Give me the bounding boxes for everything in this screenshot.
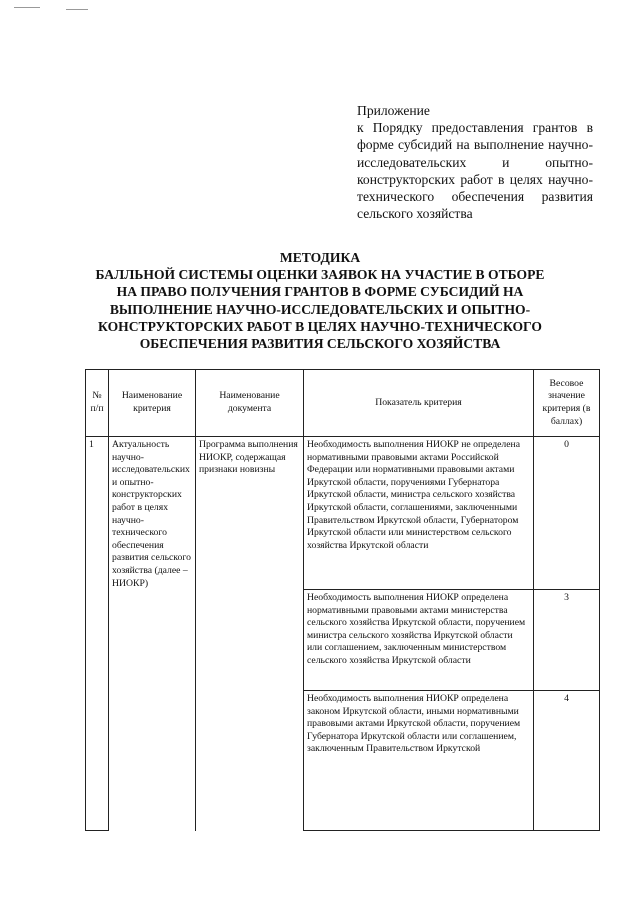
document-cell: Программа выполнения НИОКР, содержащая признаки новизны [196,437,304,831]
header-document: Наименование документа [196,370,304,437]
scan-artifact-right [66,9,88,10]
header-num: № п/п [86,370,109,437]
document-title [60,249,580,352]
appendix-text: к Порядку предоставления грантов в форме субсидий на выполнение научно-исследовательских и опытно-конструкторских работ в целях научно-технического обеспечения развития сельского хозяйства [357,120,593,222]
score-cell: 4 [534,691,600,831]
score-cell: 0 [534,437,600,590]
criterion-cell: Актуальность научно-исследовательских и опытно-конструкторских работ в целях научно-технического обеспечения развития сельского хозяйства (далее – НИОКР) [109,437,196,831]
title-line-2: БАЛЛЬНОЙ СИСТЕМЫ ОЦЕНКИ ЗАЯВОК НА УЧАСТИЕ В ОТБОРЕ [95,267,545,283]
scan-artifact-left [14,7,40,8]
row-num: 1 [86,437,109,831]
table-header-row [86,370,600,437]
indicator-cell: Необходимость выполнения НИОКР определена нормативными правовыми актами министерства сельского хозяйства Иркутской области, поручением министра сельского хозяйства Иркутской области или соглашением, заключенным министерством сельского хозяйства Иркутской области [304,590,534,691]
score-cell: 3 [534,590,600,691]
header-weight: Весовое значение критерия (в баллах) [534,370,600,437]
table-row [86,437,600,590]
title-line-3: НА ПРАВО ПОЛУЧЕНИЯ ГРАНТОВ В ФОРМЕ СУБСИДИЙ НА [116,284,524,300]
title-line-6: ОБЕСПЕЧЕНИЯ РАЗВИТИЯ СЕЛЬСКОГО ХОЗЯЙСТВА [139,336,501,352]
indicator-cell: Необходимость выполнения НИОКР определена законом Иркутской области, иными нормативными правовыми актами Иркутской области, поручением Губернатора Иркутской области или соглашением, заключенным Правительством Иркутской [304,691,534,831]
appendix-block [357,102,593,222]
header-indicator: Показатель критерия [304,370,534,437]
header-criterion: Наименование критерия [109,370,196,437]
appendix-heading: Приложение [357,103,430,118]
title-line-1: МЕТОДИКА [279,250,361,265]
indicator-cell: Необходимость выполнения НИОКР не определена нормативными правовыми актами Российской Федерации или нормативными правовыми актами Иркутской области, поручениями Губернатора Иркутской области, министра сельского хозяйства Иркутской области, соглашениями, заключенными Правительством Иркутской области, Губернатором Иркутской области или министерством сельского хозяйства Иркутской области [304,437,534,590]
title-line-4: ВЫПОЛНЕНИЕ НАУЧНО-ИССЛЕДОВАТЕЛЬСКИХ И ОПЫТНО- [109,301,531,317]
title-line-5: КОНСТРУКТОРСКИХ РАБОТ В ЦЕЛЯХ НАУЧНО-ТЕХНИЧЕСКОГО [98,318,542,334]
criteria-table [85,369,600,831]
